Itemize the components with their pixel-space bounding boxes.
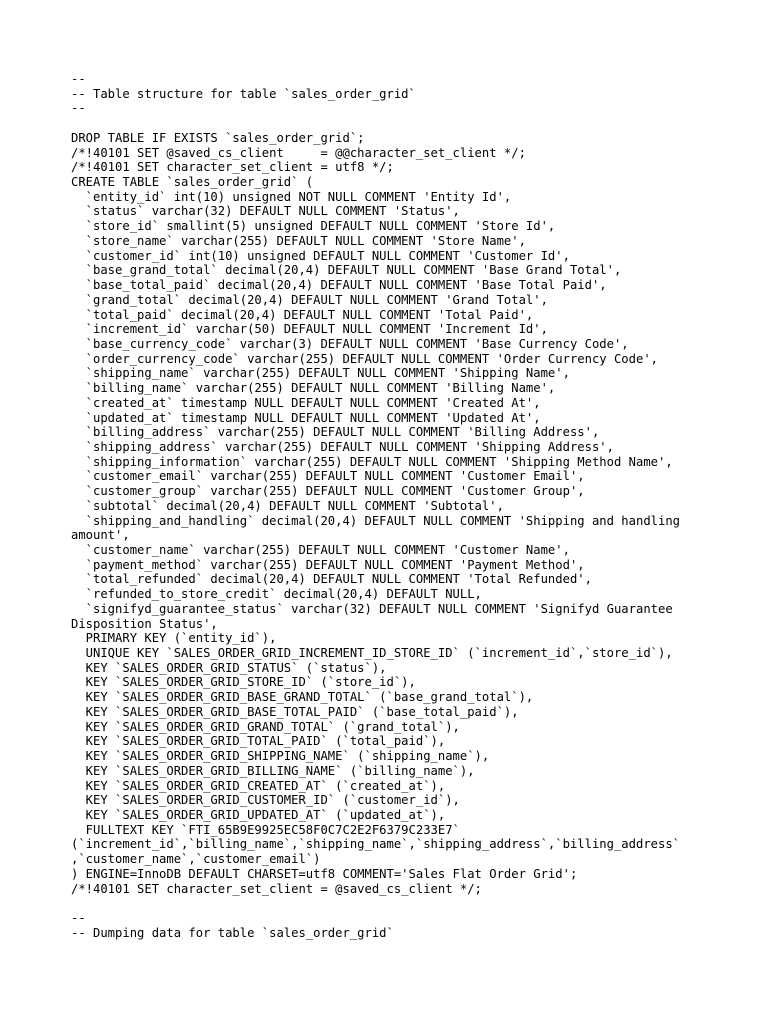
code-line: --	[71, 72, 86, 86]
code-line: KEY `SALES_ORDER_GRID_STORE_ID` (`store_id`),	[71, 675, 416, 690]
code-line: KEY `SALES_ORDER_GRID_BILLING_NAME` (`billing_name`),	[71, 763, 475, 778]
code-line: `base_currency_code` varchar(3) DEFAULT NULL COMMENT 'Base Currency Code',	[71, 336, 629, 351]
code-line: `customer_email` varchar(255) DEFAULT NULL COMMENT 'Customer Email',	[71, 469, 585, 484]
code-line: `created_at` timestamp NULL DEFAULT NULL COMMENT 'Created At',	[71, 395, 541, 410]
code-line: `store_id` smallint(5) unsigned DEFAULT NULL COMMENT 'Store Id',	[71, 219, 556, 234]
code-line: `base_total_paid` decimal(20,4) DEFAULT NULL COMMENT 'Base Total Paid',	[71, 278, 607, 293]
code-line: `shipping_name` varchar(255) DEFAULT NULL COMMENT 'Shipping Name',	[71, 366, 570, 381]
code-line: `shipping_address` varchar(255) DEFAULT NULL COMMENT 'Shipping Address',	[71, 439, 614, 454]
code-line: KEY `SALES_ORDER_GRID_STATUS` (`status`),	[71, 660, 387, 675]
code-line: `total_paid` decimal(20,4) DEFAULT NULL COMMENT 'Total Paid',	[71, 307, 534, 322]
code-line: `increment_id` varchar(50) DEFAULT NULL COMMENT 'Increment Id',	[71, 322, 548, 337]
code-line: `signifyd_guarantee_status` varchar(32) DEFAULT NULL COMMENT 'Signifyd Guarantee	[71, 601, 673, 616]
code-line: `status` varchar(32) DEFAULT NULL COMMENT 'Status',	[71, 204, 460, 219]
code-line	[71, 116, 731, 131]
code-line: `billing_name` varchar(255) DEFAULT NULL COMMENT 'Billing Name',	[71, 381, 556, 396]
code-line: amount',	[71, 528, 130, 543]
code-line: ,`customer_name`,`customer_email`)	[71, 852, 321, 867]
code-line: /*!40101 SET character_set_client = utf8 */;	[71, 160, 394, 175]
code-line: KEY `SALES_ORDER_GRID_CREATED_AT` (`created_at`),	[71, 778, 446, 793]
code-line: `entity_id` int(10) unsigned NOT NULL COMMENT 'Entity Id',	[71, 189, 512, 204]
code-line: CREATE TABLE `sales_order_grid` (	[71, 175, 314, 190]
code-line	[71, 896, 731, 911]
code-line: PRIMARY KEY (`entity_id`),	[71, 631, 277, 646]
code-line: `subtotal` decimal(20,4) DEFAULT NULL COMMENT 'Subtotal',	[71, 498, 504, 513]
code-line: KEY `SALES_ORDER_GRID_CUSTOMER_ID` (`customer_id`),	[71, 793, 460, 808]
code-line: -- Table structure for table `sales_order_grid`	[71, 86, 416, 101]
code-line: FULLTEXT KEY `FTI_65B9E9925EC58F0C7C2E2F6379C233E7`	[71, 822, 460, 837]
code-line: `order_currency_code` varchar(255) DEFAULT NULL COMMENT 'Order Currency Code',	[71, 351, 658, 366]
code-line: `total_refunded` decimal(20,4) DEFAULT NULL COMMENT 'Total Refunded',	[71, 572, 592, 587]
code-line: KEY `SALES_ORDER_GRID_UPDATED_AT` (`updated_at`),	[71, 807, 446, 822]
code-line: `base_grand_total` decimal(20,4) DEFAULT NULL COMMENT 'Base Grand Total',	[71, 263, 622, 278]
code-line: `billing_address` varchar(255) DEFAULT NULL COMMENT 'Billing Address',	[71, 425, 600, 440]
code-line: --	[71, 101, 86, 116]
code-line: `customer_id` int(10) unsigned DEFAULT NULL COMMENT 'Customer Id',	[71, 248, 570, 263]
code-line: --	[71, 910, 86, 925]
code-line: KEY `SALES_ORDER_GRID_BASE_GRAND_TOTAL` (`base_grand_total`),	[71, 690, 534, 705]
code-line: KEY `SALES_ORDER_GRID_BASE_TOTAL_PAID` (`base_total_paid`),	[71, 704, 519, 719]
code-line: (`increment_id`,`billing_name`,`shipping_name`,`shipping_address`,`billing_address`	[71, 837, 681, 852]
code-line: /*!40101 SET @saved_cs_client = @@character_set_client */;	[71, 145, 526, 160]
code-line: `updated_at` timestamp NULL DEFAULT NULL COMMENT 'Updated At',	[71, 410, 541, 425]
code-line: -- Dumping data for table `sales_order_grid`	[71, 925, 394, 940]
code-line: KEY `SALES_ORDER_GRID_GRAND_TOTAL` (`grand_total`),	[71, 719, 460, 734]
code-line: Disposition Status',	[71, 616, 218, 631]
code-line: `customer_group` varchar(255) DEFAULT NULL COMMENT 'Customer Group',	[71, 484, 585, 499]
sql-dump-document	[71, 72, 731, 940]
code-line: `store_name` varchar(255) DEFAULT NULL COMMENT 'Store Name',	[71, 233, 526, 248]
code-line: `grand_total` decimal(20,4) DEFAULT NULL COMMENT 'Grand Total',	[71, 292, 548, 307]
code-line: KEY `SALES_ORDER_GRID_TOTAL_PAID` (`total_paid`),	[71, 734, 446, 749]
code-line: UNIQUE KEY `SALES_ORDER_GRID_INCREMENT_ID_STORE_ID` (`increment_id`,`store_id`),	[71, 646, 673, 661]
code-line: DROP TABLE IF EXISTS `sales_order_grid`;	[71, 130, 365, 145]
code-line: `refunded_to_store_credit` decimal(20,4) DEFAULT NULL,	[71, 587, 482, 602]
code-line: KEY `SALES_ORDER_GRID_SHIPPING_NAME` (`shipping_name`),	[71, 749, 490, 764]
code-line: `shipping_information` varchar(255) DEFAULT NULL COMMENT 'Shipping Method Name',	[71, 454, 673, 469]
code-line: `customer_name` varchar(255) DEFAULT NULL COMMENT 'Customer Name',	[71, 543, 570, 557]
code-line: ) ENGINE=InnoDB DEFAULT CHARSET=utf8 COMMENT='Sales Flat Order Grid';	[71, 866, 578, 881]
code-line: /*!40101 SET character_set_client = @saved_cs_client */;	[71, 881, 482, 896]
code-line: `shipping_and_handling` decimal(20,4) DEFAULT NULL COMMENT 'Shipping and handling	[71, 513, 681, 528]
code-line: `payment_method` varchar(255) DEFAULT NULL COMMENT 'Payment Method',	[71, 557, 585, 572]
